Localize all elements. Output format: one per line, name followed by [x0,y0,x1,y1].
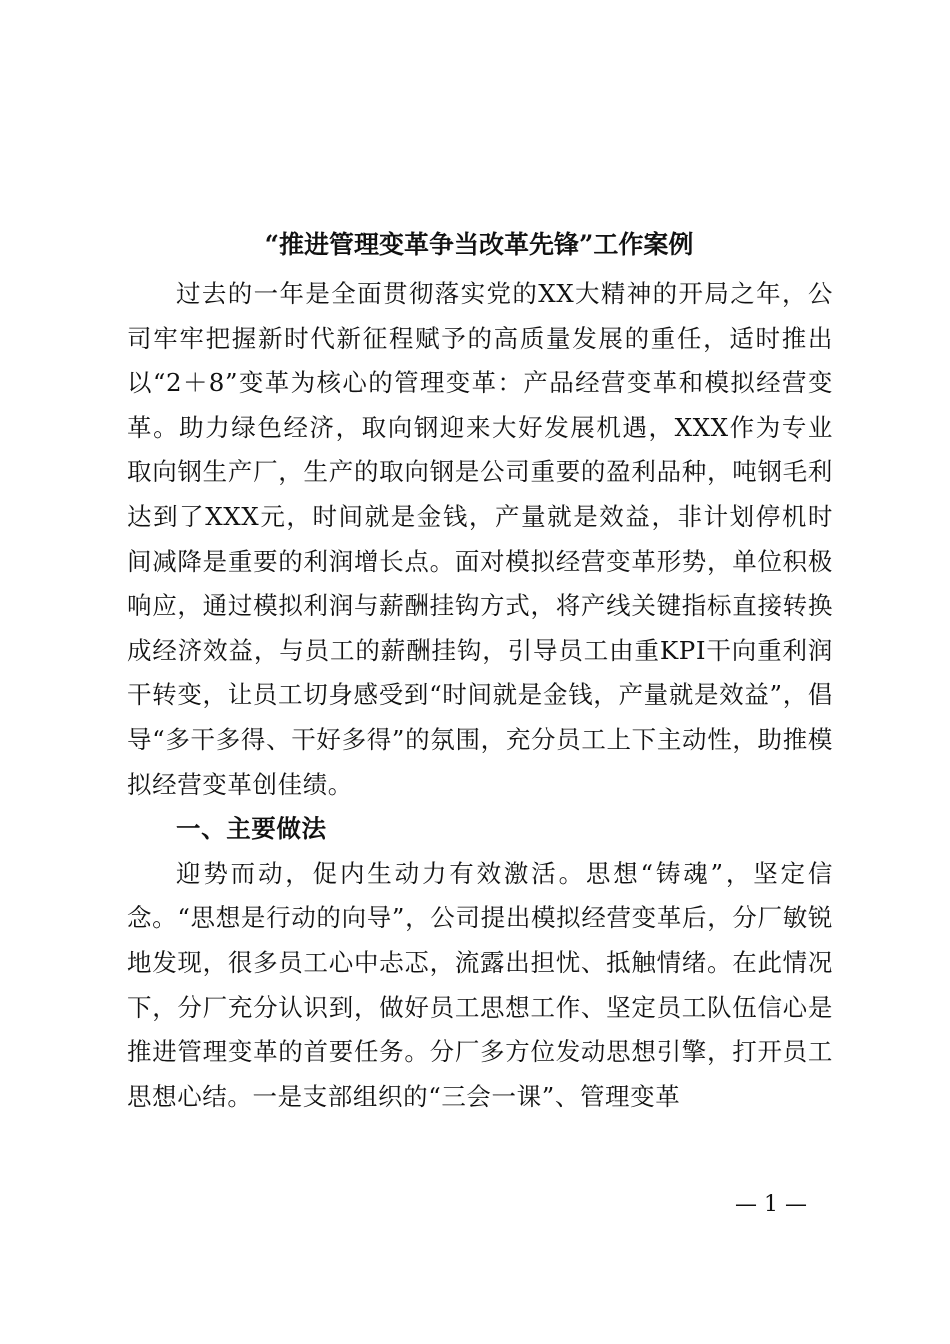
document-body [127,272,833,1119]
document-title: “推进管理变革争当改革先锋”工作案例 [264,230,694,259]
intro-paragraph: 过去的一年是全面贯彻落实党的XX大精神的开局之年，公司牢牢把握新时代新征程赋予的高质量发展的重任，适时推出以“2＋8”变革为核心的管理变革：产品经营变革和模拟经营变革。助力绿色经济，取向钢迎来大好发展机遇，XXX作为专业取向钢生产厂，生产的取向钢是公司重要的盈利品种，吨钢毛利达到了XXX元，时间就是金钱，产量就是效益，非计划停机时间减降是重要的利润增长点。面对模拟经营变革形势，单位积极响应，通过模拟利润与薪酬挂钩方式，将产线关键指标直接转换成经济效益，与员工的薪酬挂钩，引导员工由重KPI干向重利润干转变，让员工切身感受到“时间就是金钱，产量就是效益”，倡导“多干多得、干好多得”的氛围，充分员工上下主动性，助推模拟经营变革创佳绩。 [127,279,833,799]
section-heading: 一、主要做法 [176,814,327,844]
page-number: — 1 — [735,1192,807,1217]
section-paragraph: 迎势而动，促内生动力有效激活。思想“铸魂”，坚定信念。“思想是行动的向导”，公司提出模拟经营变革后，分厂敏锐地发现，很多员工心中忐忑，流露出担忧、抵触情绪。在此情况下，分厂充分认识到，做好员工思想工作、坚定员工队伍信心是推进管理变革的首要任务。分厂多方位发动思想引擎，打开员工思想心结。一是支部组织的“三会一课”、管理变革 [127,858,833,1111]
